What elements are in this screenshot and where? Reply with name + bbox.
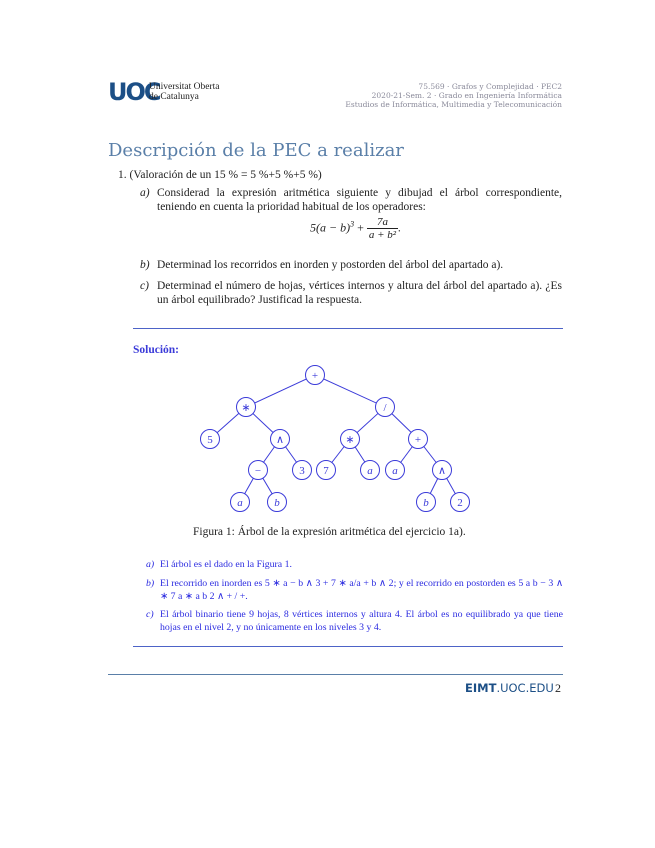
tree-node-label: b: [423, 497, 429, 509]
tree-node-label: −: [254, 465, 262, 477]
footer-brand: [465, 681, 554, 695]
uoc-logo-mark: UOC: [108, 78, 160, 106]
logo-line-1: Universitat Oberta: [149, 82, 220, 92]
section-title: Descripción de la PEC a realizar: [108, 140, 404, 161]
answer-b: [146, 577, 563, 603]
formula-fraction: [367, 216, 398, 241]
solution-bottom-rule: [133, 646, 563, 647]
answer-a: [146, 558, 563, 571]
tree-node-label: ∧: [275, 434, 285, 446]
figure-caption: Figura 1: Árbol de la expresión aritmética del ejercicio 1a).: [193, 526, 466, 538]
answer-text: El árbol binario tiene 9 hojas, 8 vértices internos y altura 4. El árbol es no equilibrado ya que tiene hojas en el nivel 2, y no únicamente en los niveles 3 y 4.: [160, 609, 563, 633]
logo-line-2: de Catalunya: [149, 92, 199, 102]
answer-label: c): [146, 609, 154, 620]
part-text: Considerad la expresión aritmética siguiente y dibujad el árbol correspondiente, teniendo en cuenta la prioridad habitual de los operadores:: [157, 187, 562, 213]
expression-formula: [310, 216, 401, 241]
tree-node-label: /: [383, 402, 387, 414]
tree-node-label: b: [274, 497, 280, 509]
tree-node-label: 3: [299, 465, 305, 477]
term-line: 2020-21-Sem. 2 · Grado en Ingeniería Informática: [371, 91, 562, 100]
answer-c: [146, 608, 563, 634]
answer-text: El recorrido en inorden es 5 ∗ a − b ∧ 3 + 7 ∗ a/a + b ∧ 2; y el recorrido en postorden es 5 a b − 3 ∧ ∗ 7 a ∗ a b 2 ∧ + / +.: [160, 578, 563, 602]
formula-plus: +: [357, 220, 364, 235]
part-label: b): [140, 259, 150, 271]
part-text: Determinad el número de hojas, vértices internos y altura del árbol del apartado a). ¿Es un árbol equilibrado? Justificad la respuesta.: [157, 280, 562, 306]
tree-node-label: ∧: [437, 465, 447, 477]
formula-exp: 3: [350, 219, 355, 229]
brand-rest: .UOC.EDU: [496, 681, 554, 695]
part-label: a): [140, 187, 150, 199]
tree-node-label: a: [392, 465, 398, 477]
solution-label: Solución:: [133, 344, 180, 356]
expression-tree: [180, 362, 480, 522]
tree-edge: [246, 375, 315, 407]
solution-top-rule: [133, 328, 563, 329]
page-number: 2: [555, 681, 561, 695]
fraction-numerator: 7a: [367, 216, 398, 229]
answer-label: b): [146, 578, 155, 589]
formula-left: 5(a − b): [310, 220, 351, 235]
part-label: c): [140, 280, 149, 292]
tree-node-label: ∗: [345, 434, 355, 446]
tree-edge: [315, 375, 385, 407]
tree-node-label: 7: [323, 465, 329, 477]
question-part-a: [140, 186, 562, 214]
tree-node-label: 2: [457, 497, 463, 509]
question-number: 1.: [118, 169, 127, 181]
tree-node-label: a: [367, 465, 373, 477]
tree-node-label: ∗: [241, 402, 251, 414]
brand-bold: EIMT: [465, 681, 497, 695]
formula-end: .: [398, 220, 402, 235]
tree-node-label: 5: [207, 434, 213, 446]
part-text: Determinad los recorridos en inorden y postorden del árbol del apartado a).: [157, 259, 504, 271]
tree-node-label: +: [311, 370, 319, 382]
uoc-logo-text: [149, 82, 219, 102]
question-weight: (Valoración de un 15 % = 5 %+5 %+5 %): [129, 169, 322, 181]
answer-label: a): [146, 559, 155, 570]
footer-rule: [108, 674, 563, 675]
header-info: [345, 82, 562, 109]
question-heading: [118, 168, 322, 182]
course-line: 75.569 · Grafos y Complejidad · PEC2: [418, 82, 562, 91]
answer-text: El árbol es el dado en la Figura 1.: [160, 559, 292, 570]
question-part-b: [140, 258, 562, 272]
tree-node-label: a: [237, 497, 243, 509]
tree-node-label: +: [414, 434, 422, 446]
studies-line: Estudios de Informática, Multimedia y Telecomunicación: [345, 100, 562, 109]
fraction-denominator: a + b²: [368, 229, 397, 241]
question-part-c: [140, 279, 562, 307]
